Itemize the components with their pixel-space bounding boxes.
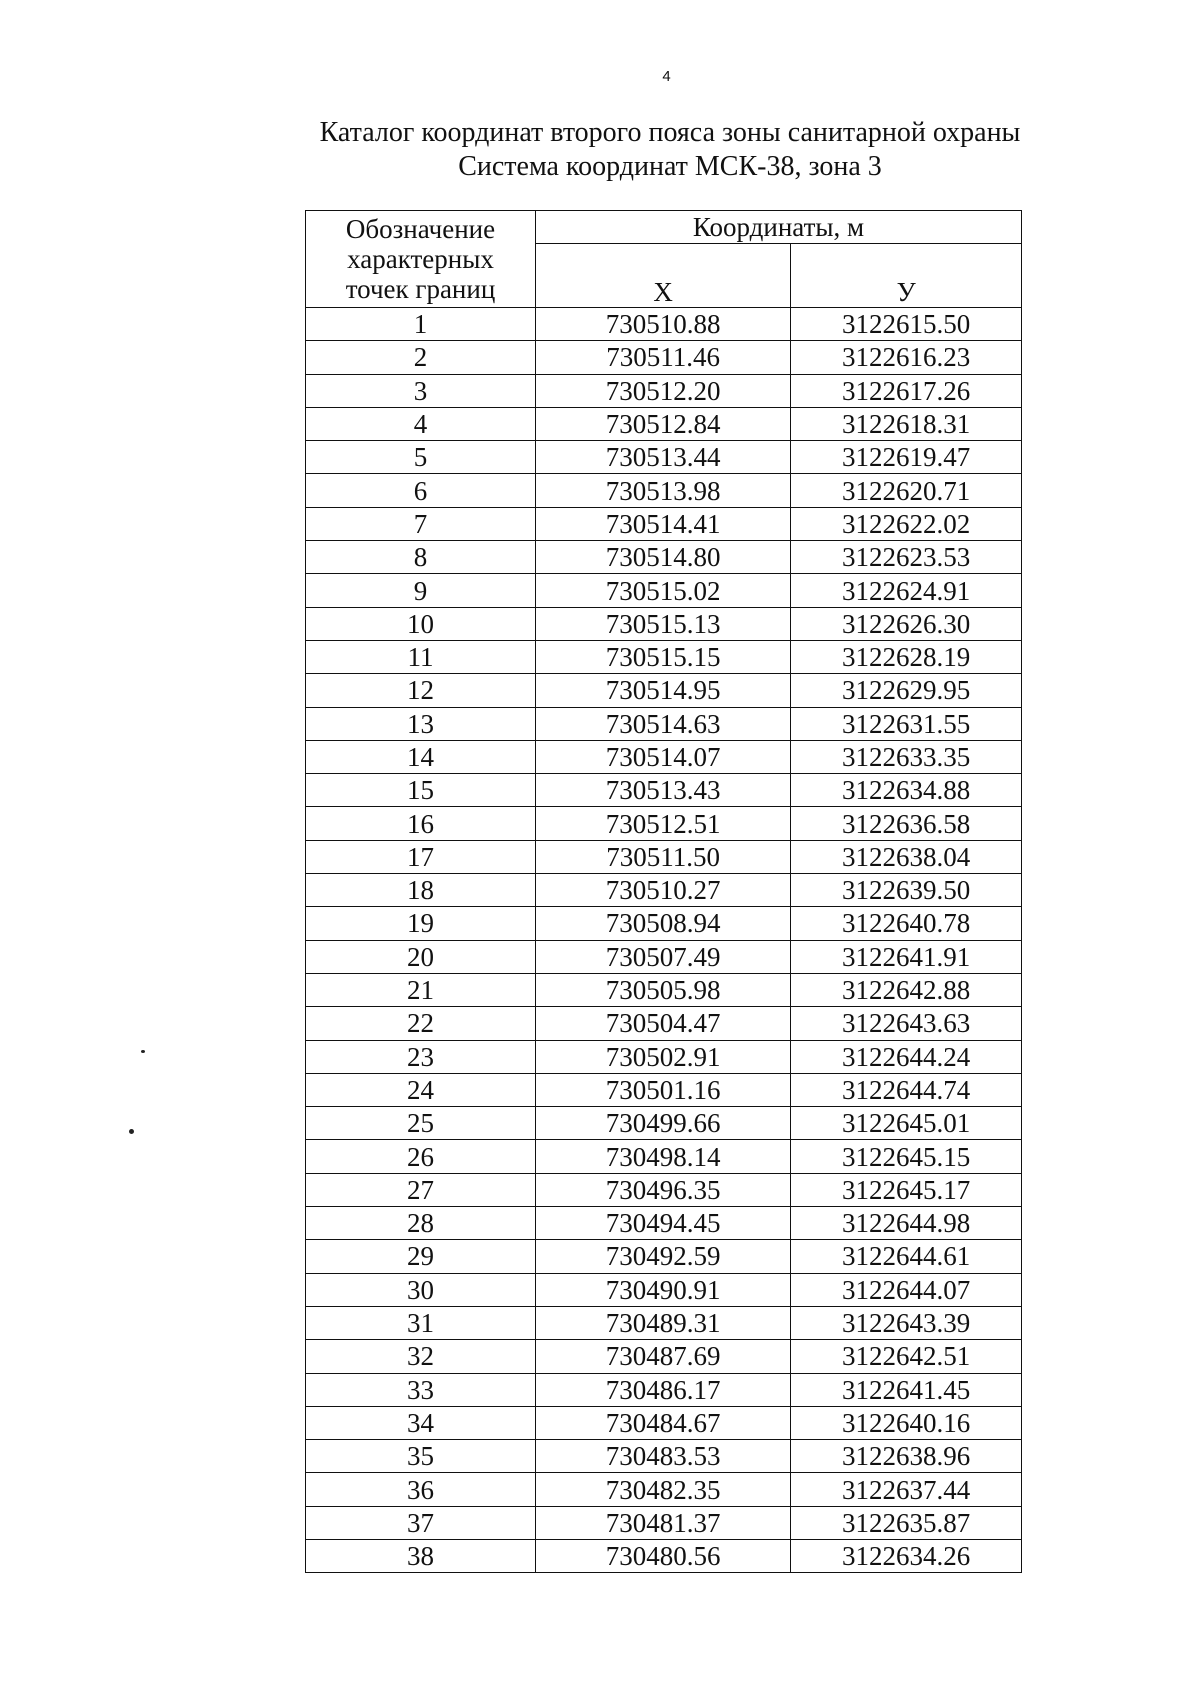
y-coordinate-cell: 3122639.50 (791, 874, 1022, 907)
y-coordinate-cell: 3122634.26 (791, 1539, 1022, 1572)
y-coordinate-cell: 3122624.91 (791, 574, 1022, 607)
x-coordinate-cell: 730498.14 (536, 1140, 791, 1173)
y-coordinate-cell: 3122615.50 (791, 308, 1022, 341)
table-row (306, 1373, 1022, 1406)
x-coordinate-cell: 730514.80 (536, 541, 791, 574)
y-coordinate-cell: 3122636.58 (791, 807, 1022, 840)
x-coordinate-cell: 730487.69 (536, 1340, 791, 1373)
x-coordinate-cell: 730486.17 (536, 1373, 791, 1406)
header-designation (306, 211, 536, 308)
point-number-cell: 24 (306, 1073, 536, 1106)
y-coordinate-cell: 3122642.51 (791, 1340, 1022, 1373)
table-row (306, 1240, 1022, 1273)
y-coordinate-cell: 3122638.96 (791, 1440, 1022, 1473)
y-coordinate-cell: 3122644.24 (791, 1040, 1022, 1073)
point-number-cell: 4 (306, 407, 536, 440)
x-coordinate-cell: 730511.46 (536, 341, 791, 374)
y-coordinate-cell: 3122635.87 (791, 1506, 1022, 1539)
table-row (306, 1473, 1022, 1506)
point-number-cell: 37 (306, 1506, 536, 1539)
table-row (306, 907, 1022, 940)
point-number-cell: 30 (306, 1273, 536, 1306)
point-number-cell: 14 (306, 740, 536, 773)
table-row (306, 341, 1022, 374)
table-row (306, 973, 1022, 1006)
y-coordinate-cell: 3122622.02 (791, 507, 1022, 540)
table-row (306, 1306, 1022, 1339)
y-coordinate-cell: 3122617.26 (791, 374, 1022, 407)
table-body (306, 308, 1022, 1573)
point-number-cell: 18 (306, 874, 536, 907)
x-coordinate-cell: 730514.07 (536, 740, 791, 773)
point-number-cell: 22 (306, 1007, 536, 1040)
x-coordinate-cell: 730505.98 (536, 973, 791, 1006)
x-coordinate-cell: 730504.47 (536, 1007, 791, 1040)
table-row (306, 1406, 1022, 1439)
point-number-cell: 5 (306, 441, 536, 474)
table-row (306, 541, 1022, 574)
x-coordinate-cell: 730514.63 (536, 707, 791, 740)
y-coordinate-cell: 3122643.63 (791, 1007, 1022, 1040)
table-row (306, 1440, 1022, 1473)
x-coordinate-cell: 730484.67 (536, 1406, 791, 1439)
table-row (306, 874, 1022, 907)
point-number-cell: 20 (306, 940, 536, 973)
y-coordinate-cell: 3122645.15 (791, 1140, 1022, 1173)
point-number-cell: 17 (306, 840, 536, 873)
x-coordinate-cell: 730512.84 (536, 407, 791, 440)
x-coordinate-cell: 730514.95 (536, 674, 791, 707)
header-x: Х (536, 244, 791, 308)
table-row (306, 1340, 1022, 1373)
y-coordinate-cell: 3122634.88 (791, 774, 1022, 807)
table-row (306, 607, 1022, 640)
table-row (306, 1173, 1022, 1206)
point-number-cell: 15 (306, 774, 536, 807)
x-coordinate-cell: 730499.66 (536, 1107, 791, 1140)
point-number-cell: 19 (306, 907, 536, 940)
point-number-cell: 25 (306, 1107, 536, 1140)
point-number-cell: 35 (306, 1440, 536, 1473)
x-coordinate-cell: 730511.50 (536, 840, 791, 873)
y-coordinate-cell: 3122633.35 (791, 740, 1022, 773)
y-coordinate-cell: 3122641.45 (791, 1373, 1022, 1406)
y-coordinate-cell: 3122618.31 (791, 407, 1022, 440)
x-coordinate-cell: 730480.56 (536, 1539, 791, 1572)
y-coordinate-cell: 3122626.30 (791, 607, 1022, 640)
x-coordinate-cell: 730514.41 (536, 507, 791, 540)
point-number-cell: 6 (306, 474, 536, 507)
table-row (306, 574, 1022, 607)
point-number-cell: 11 (306, 640, 536, 673)
point-number-cell: 26 (306, 1140, 536, 1173)
point-number-cell: 2 (306, 341, 536, 374)
x-coordinate-cell: 730512.51 (536, 807, 791, 840)
x-coordinate-cell: 730481.37 (536, 1506, 791, 1539)
point-number-cell: 38 (306, 1539, 536, 1572)
table-row (306, 640, 1022, 673)
y-coordinate-cell: 3122644.74 (791, 1073, 1022, 1106)
x-coordinate-cell: 730482.35 (536, 1473, 791, 1506)
table-row (306, 474, 1022, 507)
x-coordinate-cell: 730507.49 (536, 940, 791, 973)
y-coordinate-cell: 3122640.78 (791, 907, 1022, 940)
point-number-cell: 31 (306, 1306, 536, 1339)
header-y: У (791, 244, 1022, 308)
table-row (306, 1506, 1022, 1539)
x-coordinate-cell: 730501.16 (536, 1073, 791, 1106)
x-coordinate-cell: 730512.20 (536, 374, 791, 407)
point-number-cell: 29 (306, 1240, 536, 1273)
y-coordinate-cell: 3122616.23 (791, 341, 1022, 374)
point-number-cell: 36 (306, 1473, 536, 1506)
y-coordinate-cell: 3122628.19 (791, 640, 1022, 673)
point-number-cell: 27 (306, 1173, 536, 1206)
coordinates-table (305, 210, 1022, 1573)
scan-speck (141, 1050, 145, 1053)
y-coordinate-cell: 3122645.01 (791, 1107, 1022, 1140)
y-coordinate-cell: 3122640.16 (791, 1406, 1022, 1439)
header-designation-line: точек границ (345, 274, 496, 304)
table-row (306, 1140, 1022, 1173)
table-row (306, 740, 1022, 773)
table-row (306, 507, 1022, 540)
y-coordinate-cell: 3122638.04 (791, 840, 1022, 873)
point-number-cell: 8 (306, 541, 536, 574)
table-row (306, 840, 1022, 873)
y-coordinate-cell: 3122619.47 (791, 441, 1022, 474)
x-coordinate-cell: 730515.15 (536, 640, 791, 673)
point-number-cell: 21 (306, 973, 536, 1006)
y-coordinate-cell: 3122629.95 (791, 674, 1022, 707)
table-row (306, 374, 1022, 407)
point-number-cell: 10 (306, 607, 536, 640)
x-coordinate-cell: 730510.88 (536, 308, 791, 341)
point-number-cell: 16 (306, 807, 536, 840)
table-row (306, 1207, 1022, 1240)
y-coordinate-cell: 3122637.44 (791, 1473, 1022, 1506)
table-row (306, 674, 1022, 707)
table-row (306, 407, 1022, 440)
x-coordinate-cell: 730483.53 (536, 1440, 791, 1473)
table-row (306, 1107, 1022, 1140)
y-coordinate-cell: 3122644.61 (791, 1240, 1022, 1273)
y-coordinate-cell: 3122644.07 (791, 1273, 1022, 1306)
x-coordinate-cell: 730502.91 (536, 1040, 791, 1073)
y-coordinate-cell: 3122620.71 (791, 474, 1022, 507)
x-coordinate-cell: 730508.94 (536, 907, 791, 940)
x-coordinate-cell: 730496.35 (536, 1173, 791, 1206)
table-row (306, 441, 1022, 474)
point-number-cell: 1 (306, 308, 536, 341)
x-coordinate-cell: 730492.59 (536, 1240, 791, 1273)
header-coordinates: Координаты, м (536, 211, 1022, 244)
x-coordinate-cell: 730494.45 (536, 1207, 791, 1240)
x-coordinate-cell: 730490.91 (536, 1273, 791, 1306)
x-coordinate-cell: 730513.44 (536, 441, 791, 474)
y-coordinate-cell: 3122642.88 (791, 973, 1022, 1006)
table-row (306, 1539, 1022, 1572)
table-row (306, 308, 1022, 341)
point-number-cell: 32 (306, 1340, 536, 1373)
document-title (280, 116, 1060, 184)
x-coordinate-cell: 730489.31 (536, 1306, 791, 1339)
table-row (306, 1273, 1022, 1306)
scan-speck (129, 1129, 134, 1134)
page-number: 4 (662, 68, 671, 85)
point-number-cell: 34 (306, 1406, 536, 1439)
title-line-2: Система координат МСК-38, зона 3 (458, 151, 882, 182)
point-number-cell: 28 (306, 1207, 536, 1240)
point-number-cell: 33 (306, 1373, 536, 1406)
y-coordinate-cell: 3122643.39 (791, 1306, 1022, 1339)
table-row (306, 774, 1022, 807)
x-coordinate-cell: 730513.98 (536, 474, 791, 507)
header-designation-line: характерных (347, 244, 494, 274)
point-number-cell: 13 (306, 707, 536, 740)
title-line-1: Каталог координат второго пояса зоны санитарной охраны (319, 117, 1021, 148)
header-designation-line: Обозначение (345, 214, 496, 244)
table-row (306, 707, 1022, 740)
table-row (306, 940, 1022, 973)
point-number-cell: 23 (306, 1040, 536, 1073)
point-number-cell: 12 (306, 674, 536, 707)
y-coordinate-cell: 3122631.55 (791, 707, 1022, 740)
x-coordinate-cell: 730510.27 (536, 874, 791, 907)
table-row (306, 807, 1022, 840)
y-coordinate-cell: 3122644.98 (791, 1207, 1022, 1240)
y-coordinate-cell: 3122623.53 (791, 541, 1022, 574)
x-coordinate-cell: 730515.13 (536, 607, 791, 640)
table-row (306, 1040, 1022, 1073)
x-coordinate-cell: 730515.02 (536, 574, 791, 607)
table-row (306, 1007, 1022, 1040)
point-number-cell: 3 (306, 374, 536, 407)
table-row (306, 1073, 1022, 1106)
point-number-cell: 7 (306, 507, 536, 540)
y-coordinate-cell: 3122645.17 (791, 1173, 1022, 1206)
x-coordinate-cell: 730513.43 (536, 774, 791, 807)
point-number-cell: 9 (306, 574, 536, 607)
y-coordinate-cell: 3122641.91 (791, 940, 1022, 973)
